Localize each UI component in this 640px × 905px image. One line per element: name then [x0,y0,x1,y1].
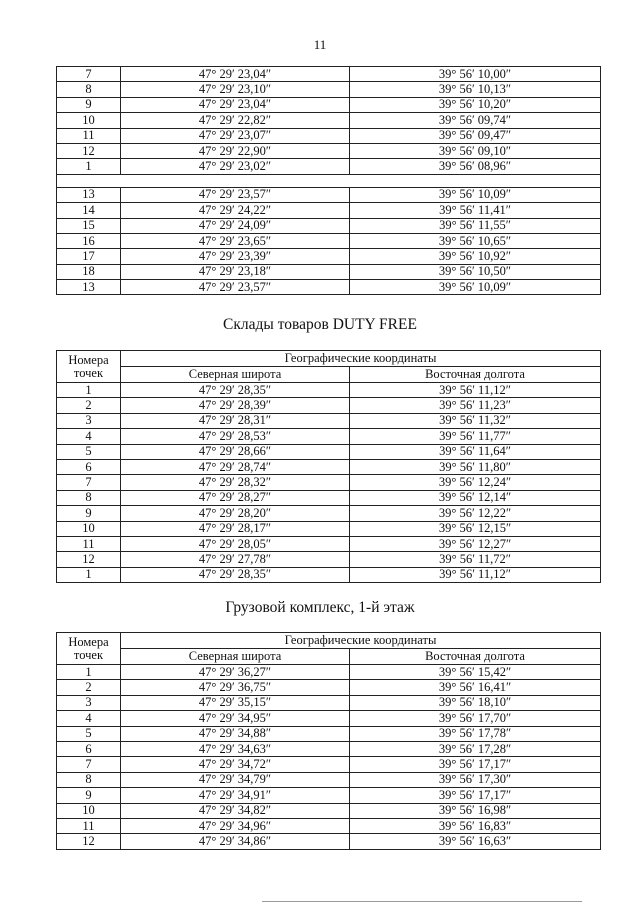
table-row [57,803,601,818]
point-number-cell: 8 [57,490,121,505]
longitude-cell: 39° 56′ 11,12″ [350,567,601,582]
duty-free-coordinates-table [56,350,601,583]
table-row [57,113,601,128]
table-row [57,280,601,295]
header-points [57,351,121,383]
header-points [57,633,121,665]
point-number-cell: 7 [57,757,121,772]
point-number-cell: 10 [57,803,121,818]
table-row [57,249,601,264]
point-number-cell: 17 [57,249,121,264]
point-number-cell: 3 [57,695,121,710]
point-number-cell: 1 [57,383,121,398]
longitude-cell: 39° 56′ 12,27″ [350,536,601,551]
point-number-cell: 5 [57,726,121,741]
header-lat: Северная широта [121,367,350,383]
longitude-cell: 39° 56′ 10,00″ [350,67,601,82]
page-number: 11 [313,37,327,52]
longitude-cell: 39° 56′ 10,13″ [350,82,601,97]
table-row [57,818,601,833]
latitude-cell: 47° 29′ 34,82″ [121,803,350,818]
table-row [57,834,601,849]
longitude-cell: 39° 56′ 17,17″ [350,757,601,772]
latitude-cell: 47° 29′ 23,04″ [121,67,350,82]
table-row [57,203,601,218]
point-number-cell: 7 [57,67,121,82]
point-number-cell: 13 [57,187,121,202]
latitude-cell: 47° 29′ 28,31″ [121,413,350,428]
longitude-cell: 39° 56′ 11,80″ [350,459,601,474]
latitude-cell: 47° 29′ 22,82″ [121,113,350,128]
longitude-cell: 39° 56′ 16,98″ [350,803,601,818]
table-1-body-b [57,187,601,295]
longitude-cell: 39° 56′ 17,70″ [350,711,601,726]
longitude-cell: 39° 56′ 10,09″ [350,280,601,295]
table-2-body [57,383,601,583]
longitude-cell: 39° 56′ 09,74″ [350,113,601,128]
latitude-cell: 47° 29′ 23,65″ [121,233,350,248]
point-number-cell: 8 [57,772,121,787]
latitude-cell: 47° 29′ 28,17″ [121,521,350,536]
table-row [57,398,601,413]
table-header [57,633,601,665]
longitude-cell: 39° 56′ 11,32″ [350,413,601,428]
latitude-cell: 47° 29′ 28,39″ [121,398,350,413]
table-row [57,680,601,695]
longitude-cell: 39° 56′ 12,24″ [350,475,601,490]
cargo-complex-coordinates-table [56,632,601,850]
point-number-cell: 9 [57,97,121,112]
latitude-cell: 47° 29′ 23,07″ [121,128,350,143]
longitude-cell: 39° 56′ 17,17″ [350,788,601,803]
point-number-cell: 10 [57,113,121,128]
point-number-cell: 12 [57,552,121,567]
header-lat: Северная широта [121,649,350,665]
point-number-cell: 9 [57,788,121,803]
latitude-cell: 47° 29′ 28,35″ [121,567,350,582]
latitude-cell: 47° 29′ 34,63″ [121,741,350,756]
point-number-cell: 1 [57,159,121,174]
point-number-cell: 5 [57,444,121,459]
point-number-cell: 6 [57,459,121,474]
point-number-cell: 14 [57,203,121,218]
section-title-duty-free: Склады товаров DUTY FREE [223,316,417,333]
longitude-cell: 39° 56′ 08,96″ [350,159,601,174]
point-number-cell: 11 [57,818,121,833]
latitude-cell: 47° 29′ 28,32″ [121,475,350,490]
longitude-cell: 39° 56′ 10,92″ [350,249,601,264]
longitude-cell: 39° 56′ 11,64″ [350,444,601,459]
point-number-cell: 7 [57,475,121,490]
point-number-cell: 15 [57,218,121,233]
table-row [57,552,601,567]
header-row-2 [57,649,601,665]
table-row [57,187,601,202]
header-geo: Географические координаты [121,351,601,367]
point-number-cell: 2 [57,398,121,413]
latitude-cell: 47° 29′ 28,53″ [121,429,350,444]
table-row [57,413,601,428]
point-number-cell: 11 [57,536,121,551]
latitude-cell: 47° 29′ 23,57″ [121,280,350,295]
coordinates-table-continuation [56,66,601,295]
latitude-cell: 47° 29′ 23,04″ [121,97,350,112]
latitude-cell: 47° 29′ 35,15″ [121,695,350,710]
table-row [57,665,601,680]
table-separator-row [57,174,601,187]
table-row [57,143,601,158]
latitude-cell: 47° 29′ 28,27″ [121,490,350,505]
point-number-cell: 12 [57,834,121,849]
header-points-line1: Номера [68,352,109,367]
longitude-cell: 39° 56′ 17,78″ [350,726,601,741]
longitude-cell: 39° 56′ 10,20″ [350,97,601,112]
point-number-cell: 1 [57,665,121,680]
latitude-cell: 47° 29′ 34,95″ [121,711,350,726]
table-row [57,521,601,536]
table-row [57,567,601,582]
table-row [57,159,601,174]
longitude-cell: 39° 56′ 17,30″ [350,772,601,787]
latitude-cell: 47° 29′ 28,66″ [121,444,350,459]
header-points-line2: точек [73,647,104,662]
point-number-cell: 11 [57,128,121,143]
latitude-cell: 47° 29′ 34,91″ [121,788,350,803]
latitude-cell: 47° 29′ 24,09″ [121,218,350,233]
latitude-cell: 47° 29′ 36,27″ [121,665,350,680]
table-row [57,82,601,97]
latitude-cell: 47° 29′ 23,18″ [121,264,350,279]
table-row [57,772,601,787]
latitude-cell: 47° 29′ 27,78″ [121,552,350,567]
point-number-cell: 16 [57,233,121,248]
header-geo: Географические координаты [121,633,601,649]
point-number-cell: 12 [57,143,121,158]
latitude-cell: 47° 29′ 28,35″ [121,383,350,398]
longitude-cell: 39° 56′ 11,55″ [350,218,601,233]
latitude-cell: 47° 29′ 28,05″ [121,536,350,551]
table-row [57,741,601,756]
table-row [57,264,601,279]
table-row [57,218,601,233]
latitude-cell: 47° 29′ 23,39″ [121,249,350,264]
point-number-cell: 1 [57,567,121,582]
longitude-cell: 39° 56′ 16,63″ [350,834,601,849]
longitude-cell: 39° 56′ 16,83″ [350,818,601,833]
latitude-cell: 47° 29′ 34,86″ [121,834,350,849]
header-row-1 [57,351,601,367]
table-row [57,726,601,741]
latitude-cell: 47° 29′ 28,20″ [121,506,350,521]
footer-divider [262,901,582,902]
table-header [57,351,601,383]
table-row [57,536,601,551]
latitude-cell: 47° 29′ 34,88″ [121,726,350,741]
longitude-cell: 39° 56′ 10,50″ [350,264,601,279]
table-row [57,97,601,112]
latitude-cell: 47° 29′ 23,02″ [121,159,350,174]
section-title-cargo-complex: Грузовой комплекс, 1-й этаж [225,599,415,616]
point-number-cell: 18 [57,264,121,279]
longitude-cell: 39° 56′ 11,23″ [350,398,601,413]
table-row [57,490,601,505]
point-number-cell: 8 [57,82,121,97]
point-number-cell: 9 [57,506,121,521]
point-number-cell: 4 [57,429,121,444]
header-lon: Восточная долгота [350,649,601,665]
table-row [57,383,601,398]
longitude-cell: 39° 56′ 09,47″ [350,128,601,143]
table-row [57,757,601,772]
table-1-separator [57,174,601,187]
latitude-cell: 47° 29′ 24,22″ [121,203,350,218]
latitude-cell: 47° 29′ 23,57″ [121,187,350,202]
table-row [57,429,601,444]
table-row [57,444,601,459]
longitude-cell: 39° 56′ 12,22″ [350,506,601,521]
longitude-cell: 39° 56′ 16,41″ [350,680,601,695]
longitude-cell: 39° 56′ 15,42″ [350,665,601,680]
latitude-cell: 47° 29′ 34,79″ [121,772,350,787]
separator-cell [57,174,601,187]
longitude-cell: 39° 56′ 11,72″ [350,552,601,567]
point-number-cell: 3 [57,413,121,428]
table-row [57,459,601,474]
longitude-cell: 39° 56′ 12,14″ [350,490,601,505]
table-row [57,67,601,82]
latitude-cell: 47° 29′ 22,90″ [121,143,350,158]
longitude-cell: 39° 56′ 10,65″ [350,233,601,248]
latitude-cell: 47° 29′ 34,96″ [121,818,350,833]
table-row [57,711,601,726]
longitude-cell: 39° 56′ 12,15″ [350,521,601,536]
point-number-cell: 10 [57,521,121,536]
longitude-cell: 39° 56′ 18,10″ [350,695,601,710]
header-points-line2: точек [73,365,104,380]
latitude-cell: 47° 29′ 34,72″ [121,757,350,772]
table-row [57,788,601,803]
table-row [57,506,601,521]
longitude-cell: 39° 56′ 11,77″ [350,429,601,444]
longitude-cell: 39° 56′ 09,10″ [350,143,601,158]
header-lon: Восточная долгота [350,367,601,383]
latitude-cell: 47° 29′ 23,10″ [121,82,350,97]
longitude-cell: 39° 56′ 11,41″ [350,203,601,218]
table-row [57,475,601,490]
table-row [57,695,601,710]
header-row-1 [57,633,601,649]
latitude-cell: 47° 29′ 28,74″ [121,459,350,474]
longitude-cell: 39° 56′ 17,28″ [350,741,601,756]
point-number-cell: 6 [57,741,121,756]
header-points-line1: Номера [68,634,109,649]
latitude-cell: 47° 29′ 36,75″ [121,680,350,695]
point-number-cell: 2 [57,680,121,695]
table-3-body [57,665,601,850]
point-number-cell: 4 [57,711,121,726]
table-row [57,128,601,143]
longitude-cell: 39° 56′ 11,12″ [350,383,601,398]
point-number-cell: 13 [57,280,121,295]
table-1-body-a [57,67,601,175]
table-row [57,233,601,248]
header-row-2 [57,367,601,383]
longitude-cell: 39° 56′ 10,09″ [350,187,601,202]
